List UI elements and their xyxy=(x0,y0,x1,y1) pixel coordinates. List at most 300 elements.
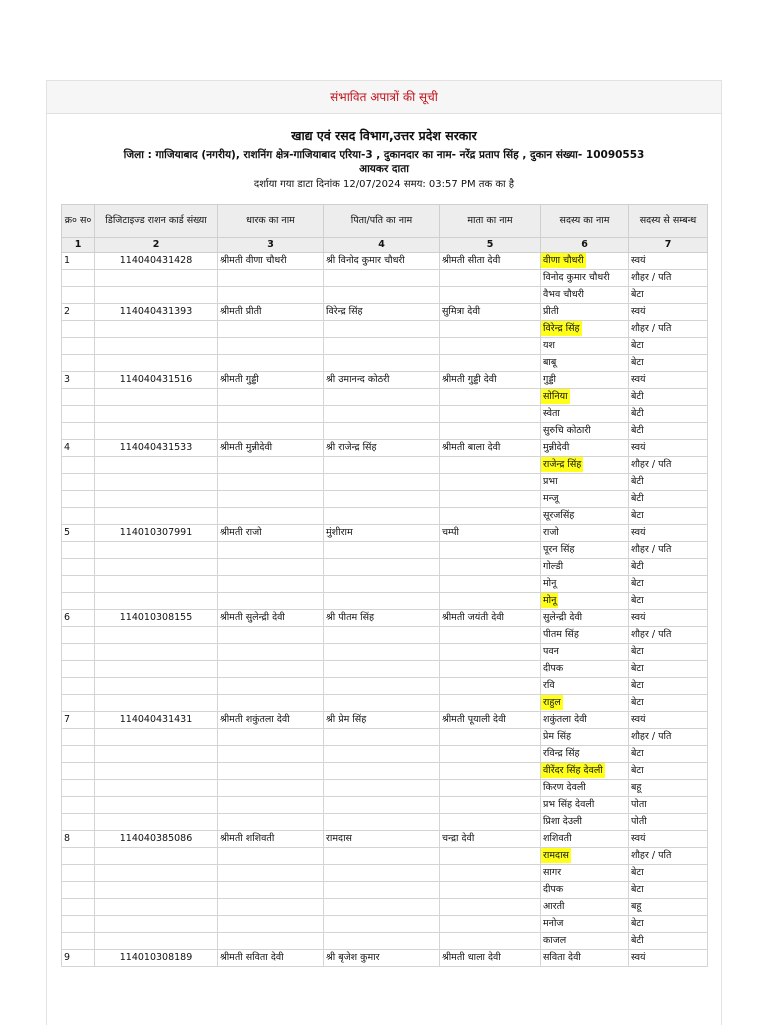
mother-name-cell xyxy=(440,882,541,899)
holder-name-cell: श्रीमती मुन्नीदेवी xyxy=(218,440,324,457)
holder-name-cell: श्रीमती सुलेन्द्री देवी xyxy=(218,610,324,627)
serial-cell xyxy=(62,899,95,916)
father-husband-cell: श्री बृजेश कुमार xyxy=(324,950,440,967)
card-number-cell xyxy=(95,865,218,882)
serial-cell xyxy=(62,729,95,746)
table-row xyxy=(62,746,708,763)
card-number-cell xyxy=(95,814,218,831)
father-husband-cell xyxy=(324,576,440,593)
relation-cell: बेटा xyxy=(629,865,708,882)
card-number-cell xyxy=(95,423,218,440)
mother-name-cell xyxy=(440,644,541,661)
card-number-cell xyxy=(95,593,218,610)
serial-cell xyxy=(62,474,95,491)
holder-name-cell xyxy=(218,678,324,695)
col-header-member: सदस्य का नाम xyxy=(541,205,629,238)
member-name-cell xyxy=(541,321,629,338)
member-name-cell: सागर xyxy=(541,865,629,882)
relation-cell: शौहर / पति xyxy=(629,627,708,644)
member-name-cell: शकुंतला देवी xyxy=(541,712,629,729)
member-name-cell: दीपक xyxy=(541,882,629,899)
card-number-cell xyxy=(95,678,218,695)
card-number-cell: 114010307991 xyxy=(95,525,218,542)
serial-cell xyxy=(62,287,95,304)
holder-name-cell xyxy=(218,508,324,525)
table-row xyxy=(62,423,708,440)
holder-name-cell xyxy=(218,933,324,950)
mother-name-cell xyxy=(440,763,541,780)
member-name-cell: सविता देवी xyxy=(541,950,629,967)
holder-name-cell xyxy=(218,474,324,491)
member-name-cell: वैभव चौधरी xyxy=(541,287,629,304)
holder-name-cell xyxy=(218,661,324,678)
table-row xyxy=(62,525,708,542)
table-row xyxy=(62,559,708,576)
holder-name-cell xyxy=(218,797,324,814)
serial-cell xyxy=(62,797,95,814)
table-row xyxy=(62,593,708,610)
col-header-father-husband: पिता/पति का नाम xyxy=(324,205,440,238)
serial-cell xyxy=(62,270,95,287)
table-row xyxy=(62,406,708,423)
serial-cell: 1 xyxy=(62,253,95,270)
table-row xyxy=(62,576,708,593)
mother-name-cell xyxy=(440,423,541,440)
member-name-cell: रवि xyxy=(541,678,629,695)
col-number: 4 xyxy=(324,238,440,253)
mother-name-cell xyxy=(440,542,541,559)
relation-cell: बेटा xyxy=(629,763,708,780)
father-husband-cell xyxy=(324,542,440,559)
mother-name-cell xyxy=(440,865,541,882)
father-husband-cell: श्री विनोद कुमार चौधरी xyxy=(324,253,440,270)
father-husband-cell xyxy=(324,474,440,491)
holder-name-cell xyxy=(218,865,324,882)
table-row xyxy=(62,763,708,780)
col-number: 6 xyxy=(541,238,629,253)
mother-name-cell: चन्द्रा देवी xyxy=(440,831,541,848)
member-name-cell: प्रेम सिंह xyxy=(541,729,629,746)
holder-name-cell xyxy=(218,559,324,576)
table-row xyxy=(62,848,708,865)
mother-name-cell xyxy=(440,287,541,304)
serial-cell xyxy=(62,389,95,406)
holder-name-cell xyxy=(218,780,324,797)
highlighted-member-name: विरेन्द्र सिंह xyxy=(543,323,580,334)
relation-cell: स्वयं xyxy=(629,831,708,848)
col-number: 2 xyxy=(95,238,218,253)
father-husband-cell xyxy=(324,338,440,355)
holder-name-cell xyxy=(218,338,324,355)
serial-cell xyxy=(62,695,95,712)
member-name-cell: गुड्डी xyxy=(541,372,629,389)
relation-cell: शौहर / पति xyxy=(629,321,708,338)
serial-cell xyxy=(62,593,95,610)
serial-cell xyxy=(62,321,95,338)
relation-cell: पोती xyxy=(629,814,708,831)
table-row xyxy=(62,831,708,848)
member-name-cell: सूरजसिंह xyxy=(541,508,629,525)
mother-name-cell xyxy=(440,406,541,423)
member-name-cell xyxy=(541,253,629,270)
serial-cell xyxy=(62,423,95,440)
father-husband-cell xyxy=(324,916,440,933)
holder-name-cell xyxy=(218,355,324,372)
member-name-cell: पूरन सिंह xyxy=(541,542,629,559)
report-header xyxy=(47,126,721,193)
highlighted-member-name: राजेन्द्र सिंह xyxy=(543,459,582,470)
serial-cell xyxy=(62,865,95,882)
col-number: 5 xyxy=(440,238,541,253)
relation-cell: स्वयं xyxy=(629,372,708,389)
relation-cell: स्वयं xyxy=(629,525,708,542)
member-name-cell: शशिवती xyxy=(541,831,629,848)
relation-cell: बेटा xyxy=(629,593,708,610)
relation-cell: स्वयं xyxy=(629,304,708,321)
card-number-cell xyxy=(95,406,218,423)
relation-cell: बहू xyxy=(629,899,708,916)
card-number-cell xyxy=(95,848,218,865)
card-number-cell xyxy=(95,899,218,916)
table-row xyxy=(62,457,708,474)
table-row xyxy=(62,678,708,695)
holder-name-cell xyxy=(218,916,324,933)
holder-name-cell: श्रीमती गुड्डी xyxy=(218,372,324,389)
mother-name-cell xyxy=(440,576,541,593)
mother-name-cell: श्रीमती सीता देवी xyxy=(440,253,541,270)
serial-cell xyxy=(62,355,95,372)
father-husband-cell xyxy=(324,355,440,372)
serial-cell xyxy=(62,627,95,644)
highlighted-member-name: वीणा चौधरी xyxy=(543,255,584,266)
serial-cell: 6 xyxy=(62,610,95,627)
table-row xyxy=(62,542,708,559)
mother-name-cell xyxy=(440,746,541,763)
member-name-cell: काजल xyxy=(541,933,629,950)
table-row xyxy=(62,355,708,372)
table-row xyxy=(62,712,708,729)
highlighted-member-name: सोनिया xyxy=(543,391,568,402)
card-number-cell xyxy=(95,661,218,678)
father-husband-cell xyxy=(324,865,440,882)
father-husband-cell: श्री प्रेम सिंह xyxy=(324,712,440,729)
card-number-cell xyxy=(95,457,218,474)
member-name-cell: मन्जू xyxy=(541,491,629,508)
card-number-cell xyxy=(95,542,218,559)
serial-cell xyxy=(62,406,95,423)
holder-name-cell xyxy=(218,321,324,338)
list-panel xyxy=(46,80,722,1025)
father-husband-cell xyxy=(324,661,440,678)
card-number-cell: 114040431516 xyxy=(95,372,218,389)
mother-name-cell xyxy=(440,270,541,287)
member-name-cell: रविन्द्र सिंह xyxy=(541,746,629,763)
serial-cell xyxy=(62,338,95,355)
serial-cell: 5 xyxy=(62,525,95,542)
holder-name-cell xyxy=(218,576,324,593)
col-header-serial: क्र० स० xyxy=(62,205,95,238)
card-number-cell: 114040431393 xyxy=(95,304,218,321)
father-husband-cell xyxy=(324,882,440,899)
table-row xyxy=(62,865,708,882)
holder-name-cell xyxy=(218,695,324,712)
father-husband-cell: श्री राजेन्द्र सिंह xyxy=(324,440,440,457)
father-husband-cell xyxy=(324,270,440,287)
card-number-cell xyxy=(95,321,218,338)
father-husband-cell xyxy=(324,797,440,814)
serial-cell xyxy=(62,780,95,797)
member-name-cell: स्वेता xyxy=(541,406,629,423)
holder-name-cell xyxy=(218,814,324,831)
col-header-mother: माता का नाम xyxy=(440,205,541,238)
holder-name-cell xyxy=(218,882,324,899)
serial-cell xyxy=(62,933,95,950)
holder-name-cell xyxy=(218,593,324,610)
relation-cell: स्वयं xyxy=(629,712,708,729)
member-name-cell xyxy=(541,763,629,780)
mother-name-cell: श्रीमती धाला देवी xyxy=(440,950,541,967)
panel-title: संभावित अपात्रों की सूची xyxy=(47,81,721,114)
card-number-cell: 114040431431 xyxy=(95,712,218,729)
card-number-cell xyxy=(95,338,218,355)
card-number-cell: 114040431533 xyxy=(95,440,218,457)
table-row xyxy=(62,287,708,304)
highlighted-member-name: राहुल xyxy=(543,697,561,708)
holder-name-cell xyxy=(218,542,324,559)
father-husband-cell xyxy=(324,729,440,746)
mother-name-cell xyxy=(440,593,541,610)
relation-cell: बेटा xyxy=(629,882,708,899)
serial-cell: 9 xyxy=(62,950,95,967)
father-husband-cell xyxy=(324,780,440,797)
card-number-cell xyxy=(95,287,218,304)
member-name-cell: दीपक xyxy=(541,661,629,678)
highlighted-member-name: वीरेंदर सिंह देवली xyxy=(543,765,603,776)
member-name-cell: प्रिशा देउली xyxy=(541,814,629,831)
mother-name-cell xyxy=(440,338,541,355)
col-number: 3 xyxy=(218,238,324,253)
serial-cell xyxy=(62,491,95,508)
mother-name-cell xyxy=(440,559,541,576)
holder-name-cell xyxy=(218,848,324,865)
mother-name-cell xyxy=(440,389,541,406)
serial-cell xyxy=(62,882,95,899)
member-name-cell: मुन्नीदेवी xyxy=(541,440,629,457)
table-row xyxy=(62,899,708,916)
table-row xyxy=(62,661,708,678)
serial-cell xyxy=(62,746,95,763)
father-husband-cell xyxy=(324,287,440,304)
table-row xyxy=(62,491,708,508)
col-header-holder: धारक का नाम xyxy=(218,205,324,238)
mother-name-cell xyxy=(440,797,541,814)
father-husband-cell xyxy=(324,814,440,831)
mother-name-cell xyxy=(440,355,541,372)
card-number-cell xyxy=(95,355,218,372)
card-number-cell xyxy=(95,763,218,780)
serial-cell xyxy=(62,678,95,695)
district-line: जिला : गाजियाबाद (नगरीय), राशनिंग क्षेत्र-गाजियाबाद एरिया-3 , दुकानदार का नाम- नरेंद्र प्रताप सिंह , दुकान संख्या- 10090553 xyxy=(123,149,645,161)
mother-name-cell xyxy=(440,814,541,831)
relation-cell: शौहर / पति xyxy=(629,729,708,746)
father-husband-cell xyxy=(324,644,440,661)
card-number-cell xyxy=(95,576,218,593)
father-husband-cell: मुंशीराम xyxy=(324,525,440,542)
holder-name-cell: श्रीमती शकुंतला देवी xyxy=(218,712,324,729)
mother-name-cell xyxy=(440,491,541,508)
mother-name-cell xyxy=(440,780,541,797)
serial-cell: 7 xyxy=(62,712,95,729)
holder-name-cell xyxy=(218,729,324,746)
serial-cell xyxy=(62,763,95,780)
holder-name-cell xyxy=(218,457,324,474)
card-number-cell xyxy=(95,916,218,933)
table-row xyxy=(62,950,708,967)
father-husband-cell xyxy=(324,491,440,508)
mother-name-cell: सुमित्रा देवी xyxy=(440,304,541,321)
relation-cell: बेटा xyxy=(629,644,708,661)
mother-name-cell xyxy=(440,729,541,746)
table-row xyxy=(62,797,708,814)
holder-name-cell xyxy=(218,389,324,406)
mother-name-cell xyxy=(440,321,541,338)
serial-cell: 2 xyxy=(62,304,95,321)
mother-name-cell xyxy=(440,508,541,525)
father-husband-cell xyxy=(324,559,440,576)
table-row xyxy=(62,440,708,457)
table-row xyxy=(62,253,708,270)
table-row xyxy=(62,882,708,899)
serial-cell xyxy=(62,814,95,831)
holder-name-cell xyxy=(218,406,324,423)
member-name-cell: प्रभ सिंह देवली xyxy=(541,797,629,814)
relation-cell: स्वयं xyxy=(629,253,708,270)
table-row xyxy=(62,338,708,355)
member-name-cell xyxy=(541,457,629,474)
member-name-cell: प्रभा xyxy=(541,474,629,491)
mother-name-cell xyxy=(440,627,541,644)
mother-name-cell xyxy=(440,916,541,933)
header-row xyxy=(62,205,708,238)
father-husband-cell xyxy=(324,933,440,950)
card-number-cell: 114010308189 xyxy=(95,950,218,967)
father-husband-cell xyxy=(324,627,440,644)
mother-name-cell xyxy=(440,457,541,474)
table-row xyxy=(62,372,708,389)
member-name-cell xyxy=(541,695,629,712)
member-name-cell: राजो xyxy=(541,525,629,542)
father-husband-cell xyxy=(324,763,440,780)
holder-name-cell xyxy=(218,899,324,916)
mother-name-cell: श्रीमती जयंती देवी xyxy=(440,610,541,627)
highlighted-member-name: मोनू xyxy=(543,595,557,606)
member-name-cell xyxy=(541,389,629,406)
member-name-cell: प्रीती xyxy=(541,304,629,321)
mother-name-cell xyxy=(440,661,541,678)
father-husband-cell xyxy=(324,423,440,440)
table-row xyxy=(62,916,708,933)
holder-name-cell: श्रीमती वीणा चौधरी xyxy=(218,253,324,270)
card-number-cell xyxy=(95,389,218,406)
card-number-cell xyxy=(95,780,218,797)
father-husband-cell xyxy=(324,899,440,916)
father-husband-cell xyxy=(324,593,440,610)
col-header-card-number: डिजिटाइज्ड राशन कार्ड संख्या xyxy=(95,205,218,238)
relation-cell: बेटी xyxy=(629,406,708,423)
relation-cell: शौहर / पति xyxy=(629,542,708,559)
relation-cell: शौहर / पति xyxy=(629,270,708,287)
serial-cell xyxy=(62,848,95,865)
relation-cell: बेटा xyxy=(629,661,708,678)
table-row xyxy=(62,474,708,491)
relation-cell: बेटी xyxy=(629,491,708,508)
beneficiary-table xyxy=(61,204,708,967)
mother-name-cell: श्रीमती गुड्डी देवी xyxy=(440,372,541,389)
col-header-relation: सदस्य से सम्बन्ध xyxy=(629,205,708,238)
card-number-cell xyxy=(95,491,218,508)
card-number-cell xyxy=(95,474,218,491)
holder-name-cell: श्रीमती शशिवती xyxy=(218,831,324,848)
member-name-cell: किरण देवली xyxy=(541,780,629,797)
member-name-cell: मोनू xyxy=(541,576,629,593)
holder-name-cell xyxy=(218,270,324,287)
member-name-cell xyxy=(541,848,629,865)
card-number-cell xyxy=(95,559,218,576)
table-row xyxy=(62,695,708,712)
holder-name-cell: श्रीमती राजो xyxy=(218,525,324,542)
member-name-cell: बाबू xyxy=(541,355,629,372)
relation-cell: स्वयं xyxy=(629,610,708,627)
mother-name-cell xyxy=(440,933,541,950)
relation-cell: बेटा xyxy=(629,355,708,372)
member-name-cell: पवन xyxy=(541,644,629,661)
mother-name-cell xyxy=(440,678,541,695)
holder-name-cell: श्रीमती सविता देवी xyxy=(218,950,324,967)
table-body xyxy=(62,253,708,967)
relation-cell: पोता xyxy=(629,797,708,814)
card-number-cell xyxy=(95,729,218,746)
card-number-cell xyxy=(95,508,218,525)
relation-cell: शौहर / पति xyxy=(629,457,708,474)
table-row xyxy=(62,729,708,746)
card-number-cell xyxy=(95,270,218,287)
card-number-cell: 114040385086 xyxy=(95,831,218,848)
table-row xyxy=(62,610,708,627)
relation-cell: बेटा xyxy=(629,746,708,763)
data-date-line: दर्शाया गया डाटा दिनांक 12/07/2024 समय: 03:57 PM तक का है xyxy=(253,179,515,190)
table-row xyxy=(62,321,708,338)
serial-cell xyxy=(62,661,95,678)
serial-cell xyxy=(62,576,95,593)
serial-cell: 8 xyxy=(62,831,95,848)
member-name-cell xyxy=(541,593,629,610)
father-husband-cell: रामदास xyxy=(324,831,440,848)
table-row xyxy=(62,270,708,287)
mother-name-cell xyxy=(440,474,541,491)
relation-cell: बेटी xyxy=(629,559,708,576)
holder-name-cell xyxy=(218,491,324,508)
relation-cell: बेटा xyxy=(629,287,708,304)
father-husband-cell xyxy=(324,746,440,763)
highlighted-member-name: रामदास xyxy=(543,850,569,861)
relation-cell: स्वयं xyxy=(629,950,708,967)
table-row xyxy=(62,780,708,797)
father-husband-cell xyxy=(324,457,440,474)
serial-cell: 4 xyxy=(62,440,95,457)
member-name-cell: पीतम सिंह xyxy=(541,627,629,644)
father-husband-cell xyxy=(324,406,440,423)
relation-cell: बेटी xyxy=(629,423,708,440)
